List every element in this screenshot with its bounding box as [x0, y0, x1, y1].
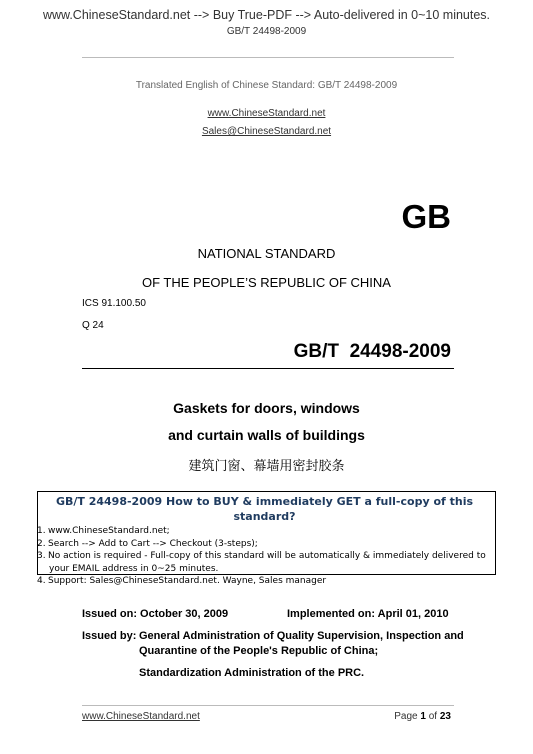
header-standard-code: GB/T 24498-2009 [226, 26, 307, 37]
page-prefix: Page [394, 711, 421, 722]
buy-step-number: 1. [37, 526, 46, 536]
buy-instructions-box [37, 491, 496, 586]
standard-number: GB/T 24498-2009 [293, 341, 451, 362]
title-chinese: 建筑门窗、幕墙用密封胶条 [188, 459, 345, 474]
header-divider [82, 57, 454, 58]
email-link-wrapper [0, 121, 533, 139]
prc-heading: OF THE PEOPLE’S REPUBLIC OF CHINA [142, 275, 391, 290]
site-link-wrapper [0, 103, 533, 121]
buy-step-text: your EMAIL address in 0~25 minutes. [49, 563, 219, 574]
buy-step-number: 2. [37, 538, 46, 549]
buy-step [38, 525, 491, 538]
issued-by-line: Quarantine of the People's Republic of China; [139, 645, 379, 657]
translated-note: Translated English of Chinese Standard: GB/T 24498-2009 [135, 80, 398, 91]
buy-step-text: Support: Sales@ChineseStandard.net. Wayne, Sales manager [48, 576, 327, 586]
footer-divider [82, 705, 454, 706]
site-link[interactable]: www.ChineseStandard.net [207, 108, 326, 119]
page-indicator [394, 711, 451, 722]
buy-step-text: No action is required - Full-copy of this standard will be automatically & immediately delivered to [48, 551, 486, 561]
buy-step-number: 3. [37, 551, 46, 561]
national-standard-heading: NATIONAL STANDARD [197, 246, 336, 261]
standard-divider [82, 368, 454, 369]
title-english-line2: and curtain walls of buildings [168, 427, 365, 443]
buy-step-number: 4. [37, 576, 46, 586]
ccs-code: Q 24 [82, 320, 104, 331]
gb-logo: GB [401, 198, 451, 235]
buy-step [38, 575, 491, 588]
top-banner: www.ChineseStandard.net --> Buy True-PDF --> Auto-delivered in 0~10 minutes. [42, 8, 491, 22]
buy-step-continuation [38, 563, 491, 576]
buy-step [38, 550, 491, 563]
issued-by-line: General Administration of Quality Supervision, Inspection and [139, 630, 464, 642]
page-mid: of [425, 711, 440, 722]
buy-heading: GB/T 24498-2009 How to BUY & immediately GET a full-copy of this standard? [55, 495, 474, 523]
buy-step-text[interactable]: www.ChineseStandard.net; [48, 526, 170, 536]
ics-code: ICS 91.100.50 [82, 298, 146, 309]
issued-by-label: Issued by: [82, 630, 137, 642]
page-current: 1 [420, 711, 426, 722]
footer-site-link[interactable]: www.ChineseStandard.net [82, 711, 200, 722]
page-total: 23 [439, 711, 451, 722]
issued-on-date: Issued on: October 30, 2009 [82, 608, 229, 620]
buy-step-text: Search --> Add to Cart --> Checkout (3-steps); [48, 538, 258, 549]
title-english-line1: Gaskets for doors, windows [173, 400, 360, 416]
issued-by-line: Standardization Administration of the PRC. [139, 667, 365, 679]
email-link[interactable]: Sales@ChineseStandard.net [201, 126, 332, 137]
buy-step [38, 538, 491, 551]
implemented-on-date: Implemented on: April 01, 2010 [287, 608, 449, 620]
